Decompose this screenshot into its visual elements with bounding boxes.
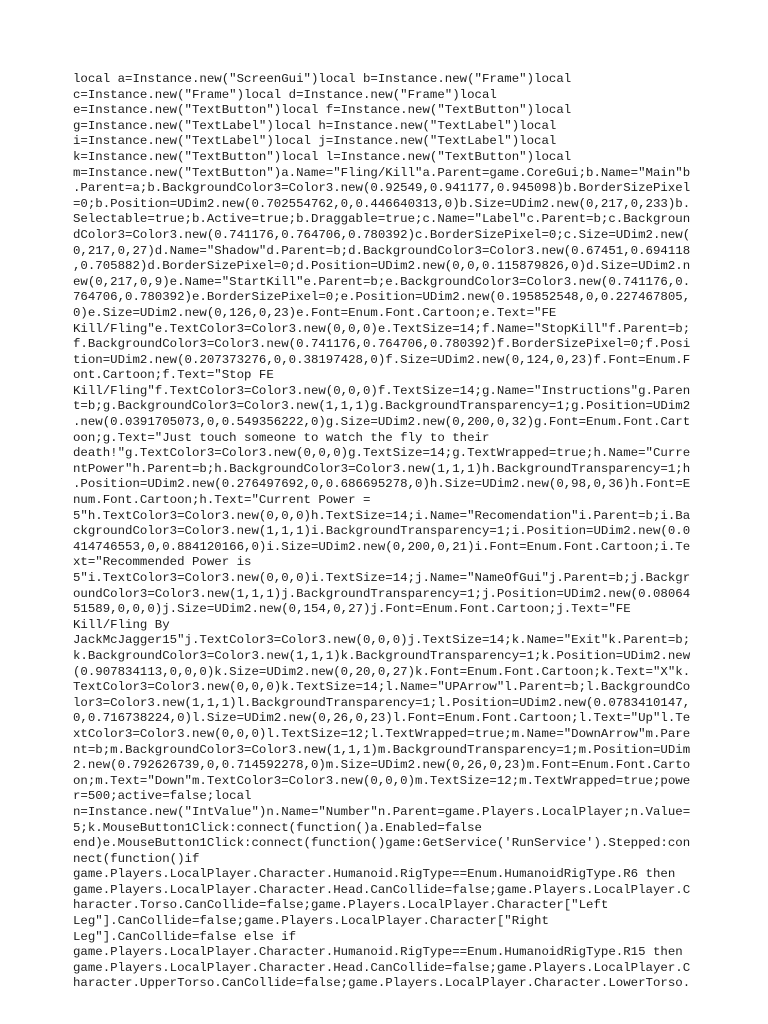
code-line: 2.new(0.792626739,0,0.714592278,0)m.Size=UDim2.new(0,26,0,23)m.Font=Enum.Font.Carto	[73, 758, 691, 773]
code-line: ,0.705882)d.BorderSizePixel=0;d.Position=UDim2.new(0,0,0.115879826,0)d.Size=UDim2.n	[73, 259, 691, 274]
code-line: end)e.MouseButton1Click:connect(function()game:GetService('RunService').Stepped:con	[73, 836, 691, 851]
code-line: nect(function()if	[73, 851, 200, 866]
code-line: =0;b.Position=UDim2.new(0.702554762,0,0.446640313,0)b.Size=UDim2.new(0,217,0,233)b.	[73, 196, 691, 211]
code-line: .Position=UDim2.new(0.276497692,0,0.686695278,0)h.Size=UDim2.new(0,98,0,36)h.Font=E	[73, 477, 691, 492]
code-line: ntPower"h.Parent=b;h.BackgroundColor3=Color3.new(1,1,1)h.BackgroundTransparency=1;h	[73, 461, 691, 476]
code-line: n=Instance.new("IntValue")n.Name="Number"n.Parent=game.Players.LocalPlayer;n.Value=	[73, 804, 691, 819]
code-line: ont.Cartoon;f.Text="Stop FE	[73, 368, 274, 383]
code-line: Selectable=true;b.Active=true;b.Draggable=true;c.Name="Label"c.Parent=b;c.Backgroun	[73, 212, 691, 227]
code-line: r=500;active=false;local	[73, 789, 252, 804]
code-line: 5;k.MouseButton1Click:connect(function()a.Enabled=false	[73, 820, 482, 835]
code-line: haracter.Torso.CanCollide=false;game.Players.LocalPlayer.Character["Left	[73, 898, 609, 913]
code-text-block	[73, 72, 703, 992]
code-line: 5"h.TextColor3=Color3.new(0,0,0)h.TextSize=14;i.Name="Recomendation"i.Parent=b;i.Ba	[73, 508, 691, 523]
code-line: 5"i.TextColor3=Color3.new(0,0,0)i.TextSize=14;j.Name="NameOfGui"j.Parent=b;j.Backgr	[73, 571, 691, 585]
code-line: dColor3=Color3.new(0.741176,0.764706,0.780392)c.BorderSizePixel=0;c.Size=UDim2.new(	[73, 227, 691, 242]
code-line: ckgroundColor3=Color3.new(1,1,1)i.BackgroundTransparency=1;i.Position=UDim2.new(0.0	[73, 524, 691, 539]
code-line: e=Instance.new("TextButton")local f=Instance.new("TextButton")local	[73, 103, 572, 118]
code-line: nt=b;m.BackgroundColor3=Color3.new(1,1,1)m.BackgroundTransparency=1;m.Position=UDim	[73, 742, 691, 757]
code-line: oundColor3=Color3.new(1,1,1)j.BackgroundTransparency=1;j.Position=UDim2.new(0.08064	[73, 586, 691, 601]
code-line: 414746553,0,0.884120166,0)i.Size=UDim2.new(0,200,0,21)i.Font=Enum.Font.Cartoon;i.Te	[73, 539, 691, 554]
code-line: Leg"].CanCollide=false;game.Players.LocalPlayer.Character["Right	[73, 914, 549, 929]
code-line: xt="Recommended Power is	[73, 555, 252, 570]
code-line: JackMcJagger15"j.TextColor3=Color3.new(0,0,0)j.TextSize=14;k.Name="Exit"k.Parent=b;	[73, 633, 691, 648]
code-line: f.BackgroundColor3=Color3.new(0.741176,0.764706,0.780392)f.BorderSizePixel=0;f.Posi	[73, 337, 691, 352]
code-line: .new(0.0391705073,0,0.549356222,0)g.Size=UDim2.new(0,200,0,32)g.Font=Enum.Font.Cart	[73, 415, 691, 430]
code-line: i=Instance.new("TextLabel")local j=Instance.new("TextLabel")local	[73, 134, 557, 149]
code-line: Leg"].CanCollide=false else if	[73, 929, 297, 944]
code-line: game.Players.LocalPlayer.Character.Head.CanCollide=false;game.Players.LocalPlayer.C	[73, 960, 691, 975]
code-line: k.BackgroundColor3=Color3.new(1,1,1)k.BackgroundTransparency=1;k.Position=UDim2.new	[73, 648, 691, 663]
code-line: .Parent=a;b.BackgroundColor3=Color3.new(0.92549,0.941177,0.945098)b.BorderSizePixel	[73, 181, 691, 196]
code-line: TextColor3=Color3.new(0,0,0)k.TextSize=14;l.Name="UPArrow"l.Parent=b;l.BackgroundCo	[73, 680, 691, 695]
code-line: tion=UDim2.new(0.207373276,0,0.38197428,0)f.Size=UDim2.new(0,124,0,23)f.Font=Enum.F	[73, 352, 691, 367]
code-line: num.Font.Cartoon;h.Text="Current Power =	[73, 493, 371, 508]
code-line: t=b;g.BackgroundColor3=Color3.new(1,1,1)g.BackgroundTransparency=1;g.Position=UDim2	[73, 399, 691, 414]
code-line: (0.907834113,0,0,0)k.Size=UDim2.new(0,20,0,27)k.Font=Enum.Font.Cartoon;k.Text="X"k.	[73, 664, 691, 679]
code-line: oon;g.Text="Just touch someone to watch the fly to their	[73, 430, 490, 445]
code-line: death!"g.TextColor3=Color3.new(0,0,0)g.TextSize=14;g.TextWrapped=true;h.Name="Curre	[73, 446, 691, 461]
code-line: ew(0,217,0,9)e.Name="StartKill"e.Parent=b;e.BackgroundColor3=Color3.new(0.741176,0.	[73, 274, 691, 289]
code-line: Kill/Fling"e.TextColor3=Color3.new(0,0,0)e.TextSize=14;f.Name="StopKill"f.Parent=b;	[73, 321, 691, 336]
code-line: g=Instance.new("TextLabel")local h=Instance.new("TextLabel")local	[73, 118, 557, 133]
code-line: 51589,0,0,0)j.Size=UDim2.new(0,154,0,27)j.Font=Enum.Font.Cartoon;j.Text="FE	[73, 602, 631, 617]
code-line: lor3=Color3.new(1,1,1)l.BackgroundTransparency=1;l.Position=UDim2.new(0.0783410147,	[73, 695, 691, 710]
code-line: c=Instance.new("Frame")local d=Instance.new("Frame")local	[73, 87, 497, 102]
code-line: Kill/Fling By	[73, 617, 170, 632]
code-line: 764706,0.780392)e.BorderSizePixel=0;e.Position=UDim2.new(0.195852548,0,0.227467805,	[73, 290, 691, 305]
code-line: game.Players.LocalPlayer.Character.Head.CanCollide=false;game.Players.LocalPlayer.C	[73, 882, 691, 897]
code-line: game.Players.LocalPlayer.Character.Humanoid.RigType==Enum.HumanoidRigType.R6 then	[73, 867, 676, 882]
code-line: local a=Instance.new("ScreenGui")local b=Instance.new("Frame")local	[73, 72, 572, 86]
code-line: m=Instance.new("TextButton")a.Name="Fling/Kill"a.Parent=game.CoreGui;b.Name="Main"b	[73, 165, 691, 180]
code-line: on;m.Text="Down"m.TextColor3=Color3.new(0,0,0)m.TextSize=12;m.TextWrapped=true;powe	[73, 773, 691, 788]
code-line: k=Instance.new("TextButton")local l=Instance.new("TextButton")local	[73, 149, 572, 164]
code-line: haracter.UpperTorso.CanCollide=false;game.Players.LocalPlayer.Character.LowerTorso.	[73, 976, 691, 991]
code-line: game.Players.LocalPlayer.Character.Humanoid.RigType==Enum.HumanoidRigType.R15 then	[73, 945, 683, 960]
code-line: 0,217,0,27)d.Name="Shadow"d.Parent=b;d.BackgroundColor3=Color3.new(0.67451,0.694118	[73, 243, 691, 258]
code-line: 0)e.Size=UDim2.new(0,126,0,23)e.Font=Enum.Font.Cartoon;e.Text="FE	[73, 305, 557, 320]
code-line: 0,0.716738224,0)l.Size=UDim2.new(0,26,0,23)l.Font=Enum.Font.Cartoon;l.Text="Up"l.Te	[73, 711, 691, 726]
code-line: xtColor3=Color3.new(0,0,0)l.TextSize=12;l.TextWrapped=true;m.Name="DownArrow"m.Pare	[73, 726, 691, 741]
code-line: Kill/Fling"f.TextColor3=Color3.new(0,0,0)f.TextSize=14;g.Name="Instructions"g.Paren	[73, 383, 691, 398]
